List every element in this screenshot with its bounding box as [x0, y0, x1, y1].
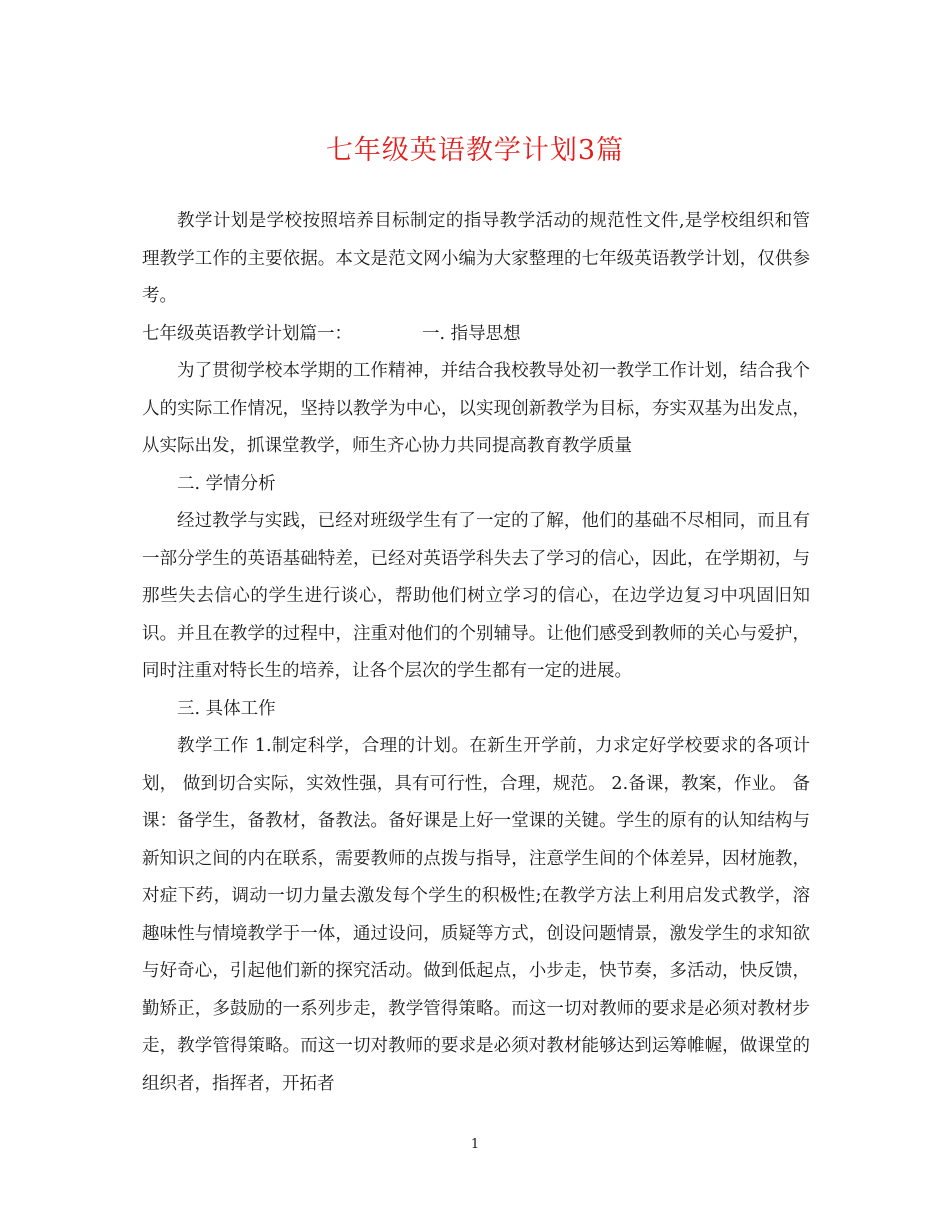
section2-paragraph: 经过教学与实践，已经对班级学生有了一定的了解，他们的基础不尽相同，而且有一部分学生的英语基础特差，已经对英语学科失去了学习的信心，因此，在学期初，与那些失去信心的学生进行谈心，帮助他们树立学习的信心，在边学边复习中巩固旧知识。并且在教学的过程中，注重对他们的个别辅导。让他们感受到教师的关心与爱护，同时注重对特长生的培养，让各个层次的学生都有一定的进展。	[142, 511, 810, 681]
section2-heading: 二. 学情分析	[177, 473, 276, 494]
page-number: 1	[470, 1137, 480, 1152]
section1-paragraph: 为了贯彻学校本学期的工作精神，并结合我校教导处初一教学工作计划，结合我个人的实际工作情况，坚持以教学为中心，以实现创新教学为目标，夯实双基为出发点，从实际出发，抓课堂教学，师生齐心协力共同提高教育教学质量	[142, 361, 810, 456]
intro-paragraph: 教学计划是学校按照培养目标制定的指导教学活动的规范性文件,是学校组织和管理教学工作的主要依据。本文是范文网小编为大家整理的七年级英语教学计划，仅供参考。	[142, 211, 810, 306]
section3-heading: 三. 具体工作	[177, 698, 276, 719]
section3-paragraph: 教学工作 1.制定科学，合理的计划。在新生开学前，力求定好学校要求的各项计划， 做到切合实际，实效性强，具有可行性，合理，规范。 2.备课，教案，作业。 备课：备学生，备教材，备教法。备好课是上好一堂课的关键。学生的原有的认知结构与新知识之间的内在联系，需要教师的点拨与指导，注意学生间的个体差异，因材施教，对症下药，调动一切力量去激发每个学生的积极性;在教学方法上利用启发式教学，溶趣味性与情境教学于一体，通过设问，质疑等方式，创设问题情景，激发学生的求知欲与好奇心，引起他们新的探究活动。做到低起点，小步走，快节奏，多活动，快反馈，勤矫正，多鼓励的一系列步走，教学管得策略。而这一切对教师的要求是必须对教材步走，教学管得策略。而这一切对教师的要求是必须对教材能够达到运筹帷幄，做课堂的组织者，指挥者，开拓者	[142, 736, 810, 1094]
document-body	[142, 203, 810, 1103]
part-heading-line	[142, 316, 810, 354]
section1-heading: 一. 指导思想	[422, 323, 521, 344]
document-title: 七年级英语教学计划3篇	[325, 135, 625, 166]
part-label: 七年级英语教学计划篇一：	[142, 323, 352, 344]
